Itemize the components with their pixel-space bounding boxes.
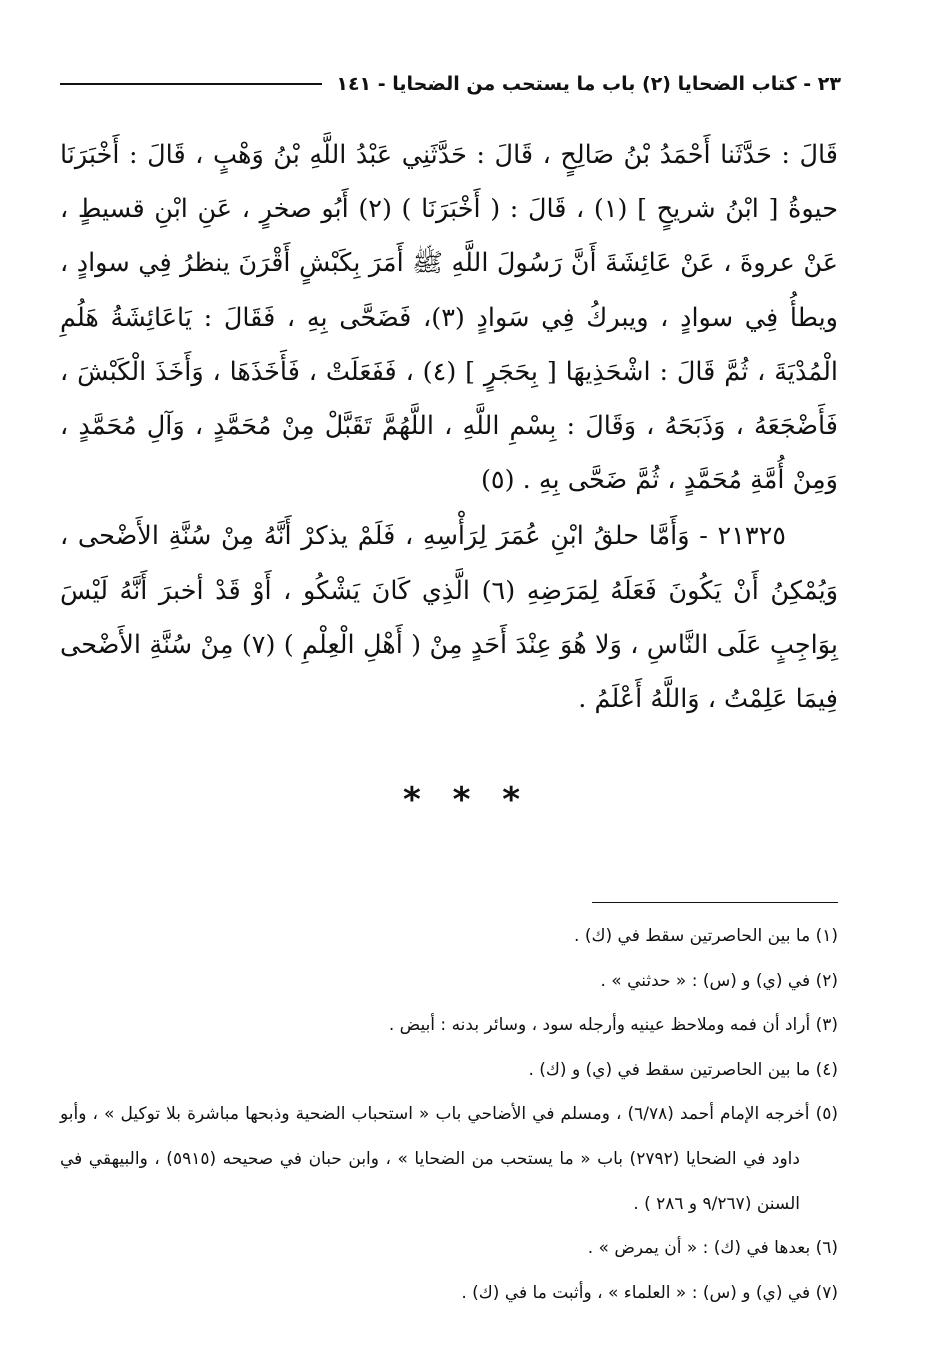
main-text (60, 128, 838, 726)
footnote-5: (٥) أخرجه الإمام أحمد (٦/٧٨) ، ومسلم في الأضاحي باب « استحباب الضحية وذبحها مباشرة بلا توكيل » ، وأبو داود في الضحايا (٢٧٩٢) باب « ما يستحب من الضحايا » ، وابن حبان في صحيحه (٥٩١٥) ، والبيهقي في السنن (٩/٢٦٧ و ٢٨٦ ) . (60, 1104, 839, 1214)
commentary-paragraph: ٢١٣٢٥ - وَأَمَّا حلقُ ابْنِ عُمَرَ لِرَأْسِهِ ، فَلَمْ يذكرْ أَنَّهُ مِنْ سُنَّةِ الأَضْحى ، وَيُمْكِنُ أَنْ يَكُونَ فَعَلَهُ لِمَرَضِهِ (٦) الَّذِي كَانَ يَشْكُو ، أَوْ قَدْ أخبرَ أَنَّهُ لَيْسَ بِوَاجِبٍ عَلَى النَّاسِ ، وَلا هُوَ عِنْدَ أَحَدٍ مِنْ ( أَهْلِ الْعِلْمِ ) (٧) مِنْ سُنَّةِ الأَضْحى فِيمَا عَلِمْتُ ، وَاللَّهُ أَعْلَمُ . (60, 521, 839, 715)
footnote-2: (٢) في (ي) و (س) : « حدثني » . (600, 970, 838, 991)
running-title: ٢٣ - كتاب الضحايا (٢) باب ما يستحب من الضحايا - ١٤١ (336, 73, 841, 95)
footnote-7: (٧) في (ي) و (س) : « العلماء » ، وأثبت ما في (ك) . (461, 1282, 838, 1303)
footnote-6: (٦) بعدها في (ك) : « أن يمرض » . (587, 1238, 838, 1259)
footnote-rule (592, 902, 838, 903)
section-separator: * * * (402, 780, 530, 820)
footnotes-list (60, 914, 838, 1315)
hadith-paragraph: قَالَ : حَدَّثَنا أَحْمَدُ بْنُ صَالِحٍ ، قَالَ : حَدَّثَنِي عَبْدُ اللَّهِ بْنُ وَهْبٍ ، قَالَ : أَخْبَرَنَا حيوةُ [ ابْنُ شريحٍ ] (١) ، قَالَ : ( أَخْبَرَنَا ) (٢) أَبُو صخرٍ ، عَنِ ابْنِ قسيطٍ ، عَنْ عروةَ ، عَنْ عَائِشَةَ أَنَّ رَسُولَ اللَّهِ ﷺ أَمَرَ بِكَبْشٍ أَقْرَنَ ينظرُ فِي سوادٍ ، ويطأُ فِي سوادٍ ، ويبركُ فِي سَوادٍ (٣)، فَضَحَّى بِهِ ، فَقَالَ : يَاعَائِشَةُ هَلُمِ الْمُدْيَةَ ، ثُمَّ قَالَ : اشْحَذِيهَا [ بِحَجَرٍ ] (٤) ، فَفَعَلَتْ ، فَأَخَذَهَا ، وَأَخَذَ الْكَبْشَ ، فَأَضْجَعَهُ ، وَذَبَحَهُ ، وَقَالَ : بِسْمِ اللَّهِ ، اللَّهُمَّ تَقَبَّلْ مِنْ مُحَمَّدٍ ، وَآلِ مُحَمَّدٍ ، وَمِنْ أُمَّةِ مُحَمَّدٍ ، ثُمَّ ضَحَّى بِهِ . (٥) (60, 140, 839, 496)
footnote-1: (١) ما بين الحاصرتين سقط في (ك) . (574, 926, 838, 946)
footnote-4: (٤) ما بين الحاصرتين سقط في (ي) و (ك) . (528, 1059, 838, 1080)
header-rule (60, 83, 322, 85)
running-header (60, 64, 841, 104)
footnote-3: (٣) أراد أن فمه وملاحظ عينيه وأرجله سود ، وسائر بدنه : أبيض . (388, 1015, 838, 1036)
